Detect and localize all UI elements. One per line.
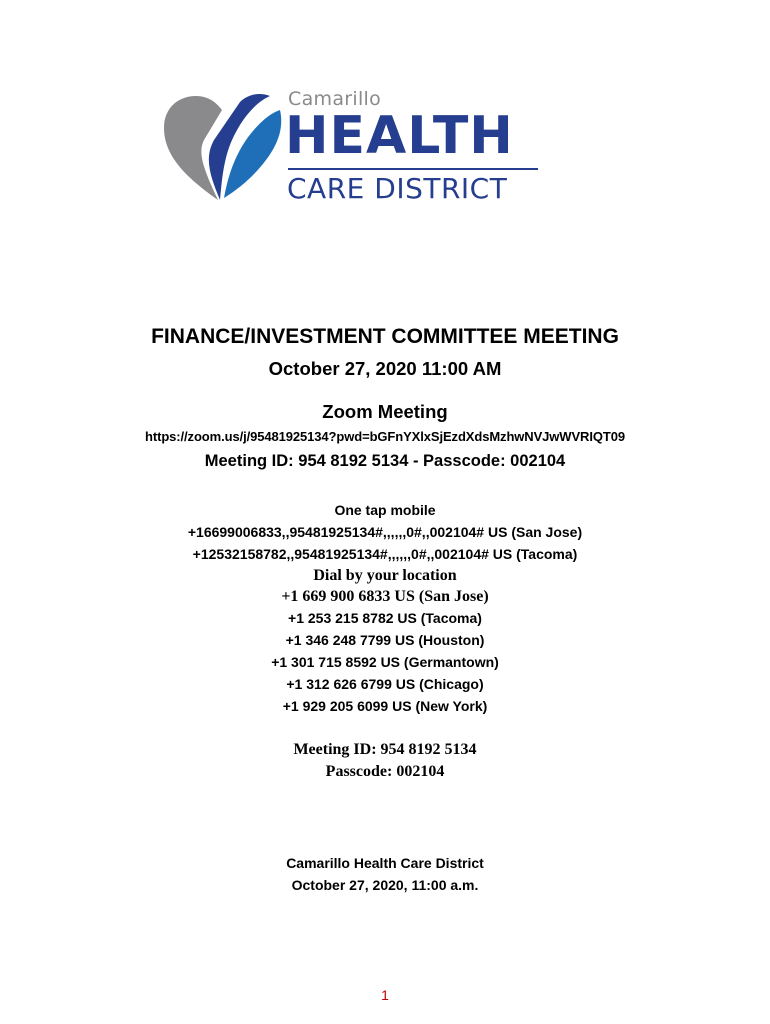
dial-number: +1 312 626 6799 US (Chicago) — [286, 676, 484, 692]
dial-location-label: Dial by your location — [313, 567, 457, 584]
one-tap-number: +12532158782,,95481925134#,,,,,,0#,,002104# US (Tacoma) — [192, 546, 578, 562]
footer-org-name: Camarillo Health Care District — [286, 855, 484, 871]
heart-logo-icon — [160, 88, 285, 208]
zoom-meeting-link[interactable]: https://zoom.us/j/95481925134?pwd=bGFnYXlxSjEzdXdsMzhwNVJwWVRIQT09 — [145, 429, 625, 444]
zoom-meeting-label: Zoom Meeting — [322, 401, 448, 422]
one-tap-label: One tap mobile — [334, 502, 436, 518]
meeting-id: Meeting ID: 954 8192 5134 — [293, 741, 477, 758]
dial-number: +1 669 900 6833 US (San Jose) — [281, 588, 489, 605]
logo-care-district-text: CARE DISTRICT — [287, 172, 508, 205]
dial-number: +1 301 715 8592 US (Germantown) — [271, 654, 499, 670]
meeting-datetime: October 27, 2020 11:00 AM — [268, 358, 502, 379]
logo-divider — [288, 168, 538, 170]
logo-camarillo-text: Camarillo — [288, 88, 382, 110]
meeting-id-passcode: Meeting ID: 954 8192 5134 - Passcode: 002104 — [204, 452, 566, 470]
page-number: 1 — [381, 987, 389, 1003]
footer-date: October 27, 2020, 11:00 a.m. — [291, 877, 479, 893]
dial-number: +1 929 205 6099 US (New York) — [282, 698, 488, 714]
dial-number: +1 346 248 7799 US (Houston) — [285, 632, 485, 648]
logo-health-text: HEALTH — [285, 106, 514, 166]
district-logo — [160, 88, 550, 208]
meeting-title: FINANCE/INVESTMENT COMMITTEE MEETING — [151, 325, 619, 348]
one-tap-number: +16699006833,,95481925134#,,,,,,0#,,002104# US (San Jose) — [187, 524, 583, 540]
passcode: Passcode: 002104 — [325, 763, 445, 780]
dial-number: +1 253 215 8782 US (Tacoma) — [288, 610, 482, 626]
